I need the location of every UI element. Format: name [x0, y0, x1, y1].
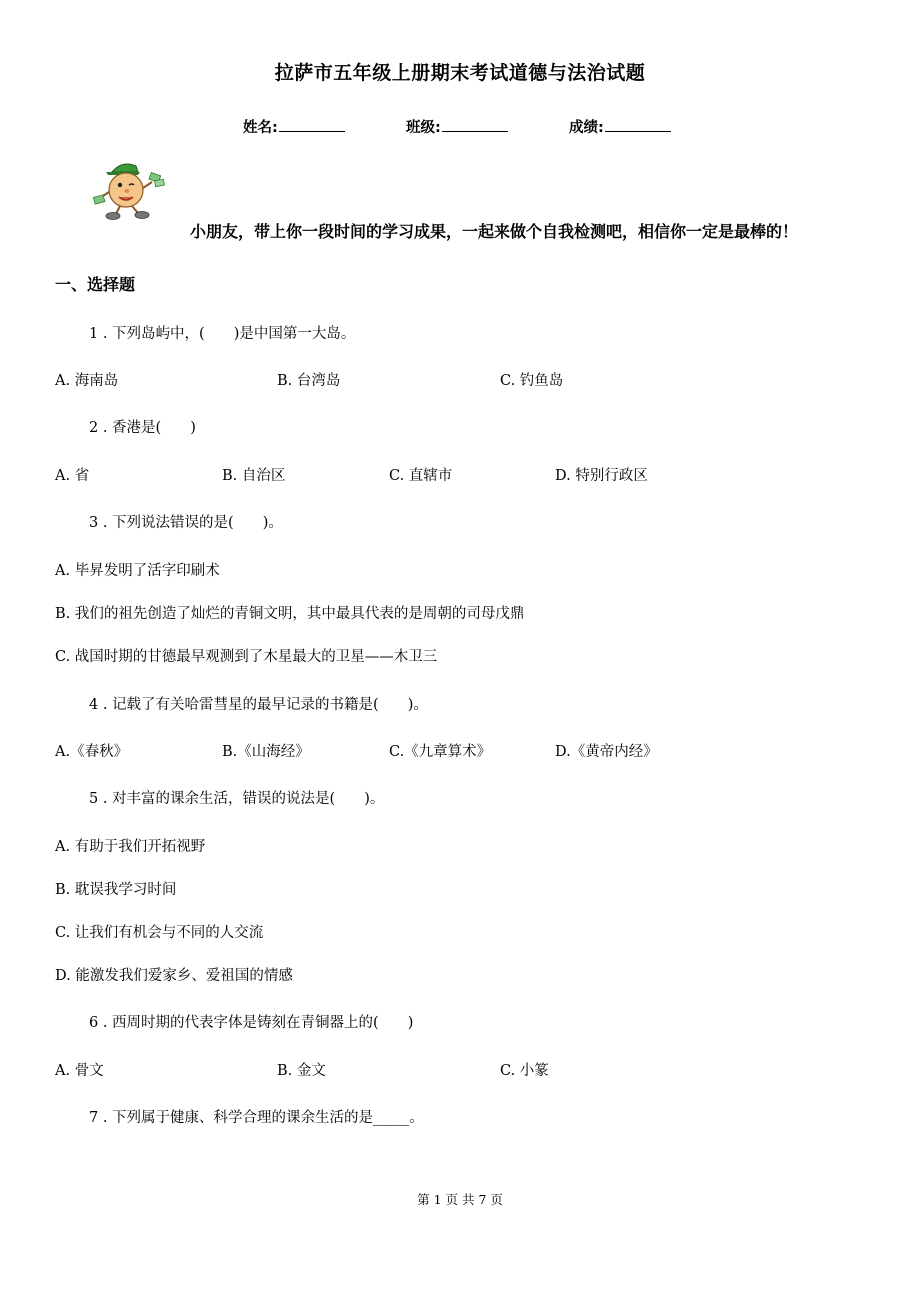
page-title: 拉萨市五年级上册期末考试道德与法治试题 — [274, 62, 646, 84]
name-blank[interactable] — [279, 116, 345, 132]
question-5-option-a[interactable]: A. 有助于我们开拓视野 — [55, 839, 206, 855]
question-1-option-b[interactable]: B. 台湾岛 — [277, 373, 341, 389]
name-field[interactable] — [243, 116, 345, 137]
question-2-option-d[interactable]: D. 特别行政区 — [555, 468, 648, 484]
question-2-option-c[interactable]: C. 直辖市 — [389, 468, 453, 484]
question-1-option-c[interactable]: C. 钓鱼岛 — [500, 373, 564, 389]
class-label: 班级: — [406, 120, 441, 136]
question-2-option-b[interactable]: B. 自治区 — [222, 468, 286, 484]
class-field[interactable] — [406, 116, 508, 137]
question-2-option-a[interactable]: A. 省 — [55, 468, 90, 484]
question-3-option-a[interactable]: A. 毕昇发明了活字印刷术 — [55, 563, 220, 579]
score-label: 成绩: — [569, 120, 604, 136]
score-blank[interactable] — [605, 116, 671, 132]
cartoon-kid-mascot-icon — [92, 158, 168, 222]
question-3-option-b[interactable]: B. 我们的祖先创造了灿烂的青铜文明，其中最具代表的是周朝的司母戊鼎 — [55, 606, 525, 622]
question-4-option-c[interactable]: C.《九章算术》 — [389, 744, 492, 760]
name-label: 姓名: — [243, 120, 278, 136]
question-5-option-d[interactable]: D. 能激发我们爱家乡、爱祖国的情感 — [55, 968, 293, 984]
question-1-stem: 1 . 下列岛屿中，( )是中国第一大岛。 — [89, 326, 356, 342]
question-2-stem: 2 . 香港是( ) — [89, 420, 196, 436]
question-4-option-d[interactable]: D.《黄帝内经》 — [555, 744, 658, 760]
question-5-option-c[interactable]: C. 让我们有机会与不同的人交流 — [55, 925, 264, 941]
question-6-option-b[interactable]: B. 金文 — [277, 1063, 326, 1079]
score-field[interactable] — [569, 116, 671, 137]
section-heading-choice: 一、选择题 — [55, 275, 136, 294]
question-4-option-b[interactable]: B.《山海经》 — [222, 744, 310, 760]
question-4-option-a[interactable]: A.《春秋》 — [55, 744, 129, 760]
class-blank[interactable] — [442, 116, 508, 132]
page-footer: 第 1 页 共 7 页 — [417, 1192, 503, 1207]
question-6-option-a[interactable]: A. 骨文 — [55, 1063, 104, 1079]
question-6-option-c[interactable]: C. 小篆 — [500, 1063, 549, 1079]
question-1-option-a[interactable]: A. 海南岛 — [55, 373, 119, 389]
question-4-stem: 4 . 记载了有关哈雷彗星的最早记录的书籍是( )。 — [89, 697, 428, 713]
question-3-option-c[interactable]: C. 战国时期的甘德最早观测到了木星最大的卫星——木卫三 — [55, 649, 438, 665]
question-5-stem: 5 . 对丰富的课余生活，错误的说法是( )。 — [89, 791, 385, 807]
question-6-stem: 6 . 西周时期的代表字体是铸刻在青铜器上的( ) — [89, 1015, 414, 1031]
encouragement-text: 小朋友，带上你一段时间的学习成果，一起来做个自我检测吧，相信你一定是最棒的！ — [190, 222, 799, 241]
question-5-option-b[interactable]: B. 耽误我学习时间 — [55, 882, 177, 898]
question-3-stem: 3 . 下列说法错误的是( )。 — [89, 515, 283, 531]
question-7-stem: 7 . 下列属于健康、科学合理的课余生活的是_____。 — [89, 1110, 424, 1126]
